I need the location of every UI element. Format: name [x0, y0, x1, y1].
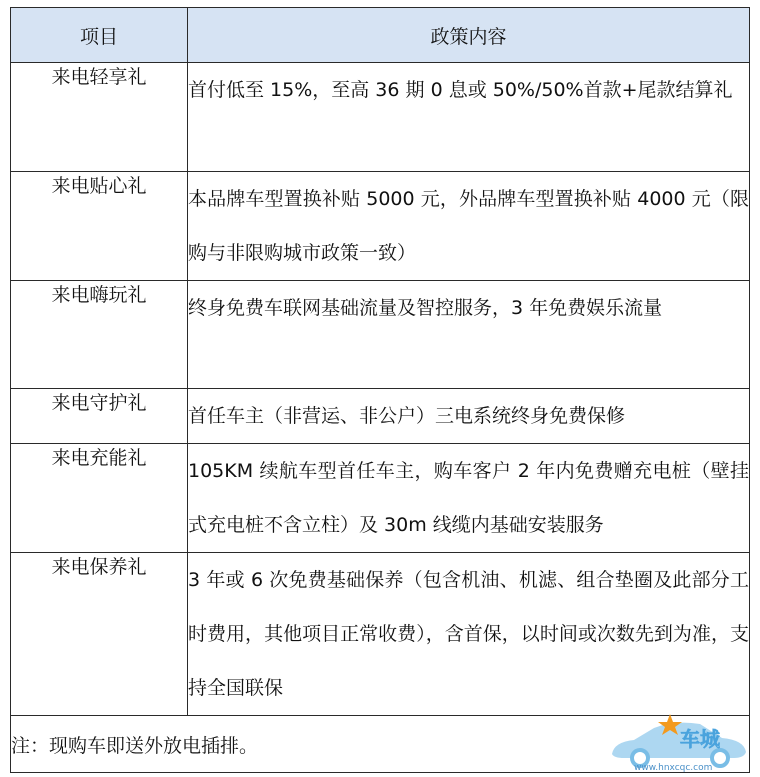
row-item: 来电贴心礼 — [11, 172, 188, 281]
table-row — [11, 553, 750, 716]
table-row — [11, 172, 750, 281]
row-item: 来电守护礼 — [11, 389, 188, 444]
row-content: 105KM 续航车型首任车主，购车客户 2 年内免费赠充电桩（壁挂式充电桩不含立柱）及 30m 线缆内基础安装服务 — [188, 444, 750, 553]
row-content: 本品牌车型置换补贴 5000 元，外品牌车型置换补贴 4000 元（限购与非限购城市政策一致） — [188, 172, 750, 281]
row-content: 3 年或 6 次免费基础保养（包含机油、机滤、组合垫圈及此部分工时费用，其他项目正常收费），含首保，以时间或次数先到为准，支持全国联保 — [188, 553, 750, 716]
watermark-logo-text: 车城 — [680, 727, 720, 751]
row-content: 首任车主（非营运、非公户）三电系统终身免费保修 — [188, 389, 750, 444]
row-item: 来电充能礼 — [11, 444, 188, 553]
table-row — [11, 63, 750, 172]
table-row — [11, 281, 750, 389]
wheel-icon — [712, 750, 728, 766]
row-item: 来电保养礼 — [11, 553, 188, 716]
header-content: 政策内容 — [188, 8, 750, 63]
table-row — [11, 444, 750, 553]
watermark-url: www.hnxcqc.com — [634, 763, 713, 772]
row-item: 来电轻享礼 — [11, 63, 188, 172]
table-header-row — [11, 8, 750, 63]
table-row — [11, 389, 750, 444]
row-item: 来电嗨玩礼 — [11, 281, 188, 389]
note-text: 注：现购车即送外放电插排。 — [11, 716, 750, 773]
header-item: 项目 — [11, 8, 188, 63]
watermark-logo — [604, 712, 754, 772]
policy-table — [10, 7, 750, 773]
row-content: 终身免费车联网基础流量及智控服务，3 年免费娱乐流量 — [188, 281, 750, 389]
row-content: 首付低至 15%，至高 36 期 0 息或 50%/50%首款+尾款结算礼 — [188, 63, 750, 172]
